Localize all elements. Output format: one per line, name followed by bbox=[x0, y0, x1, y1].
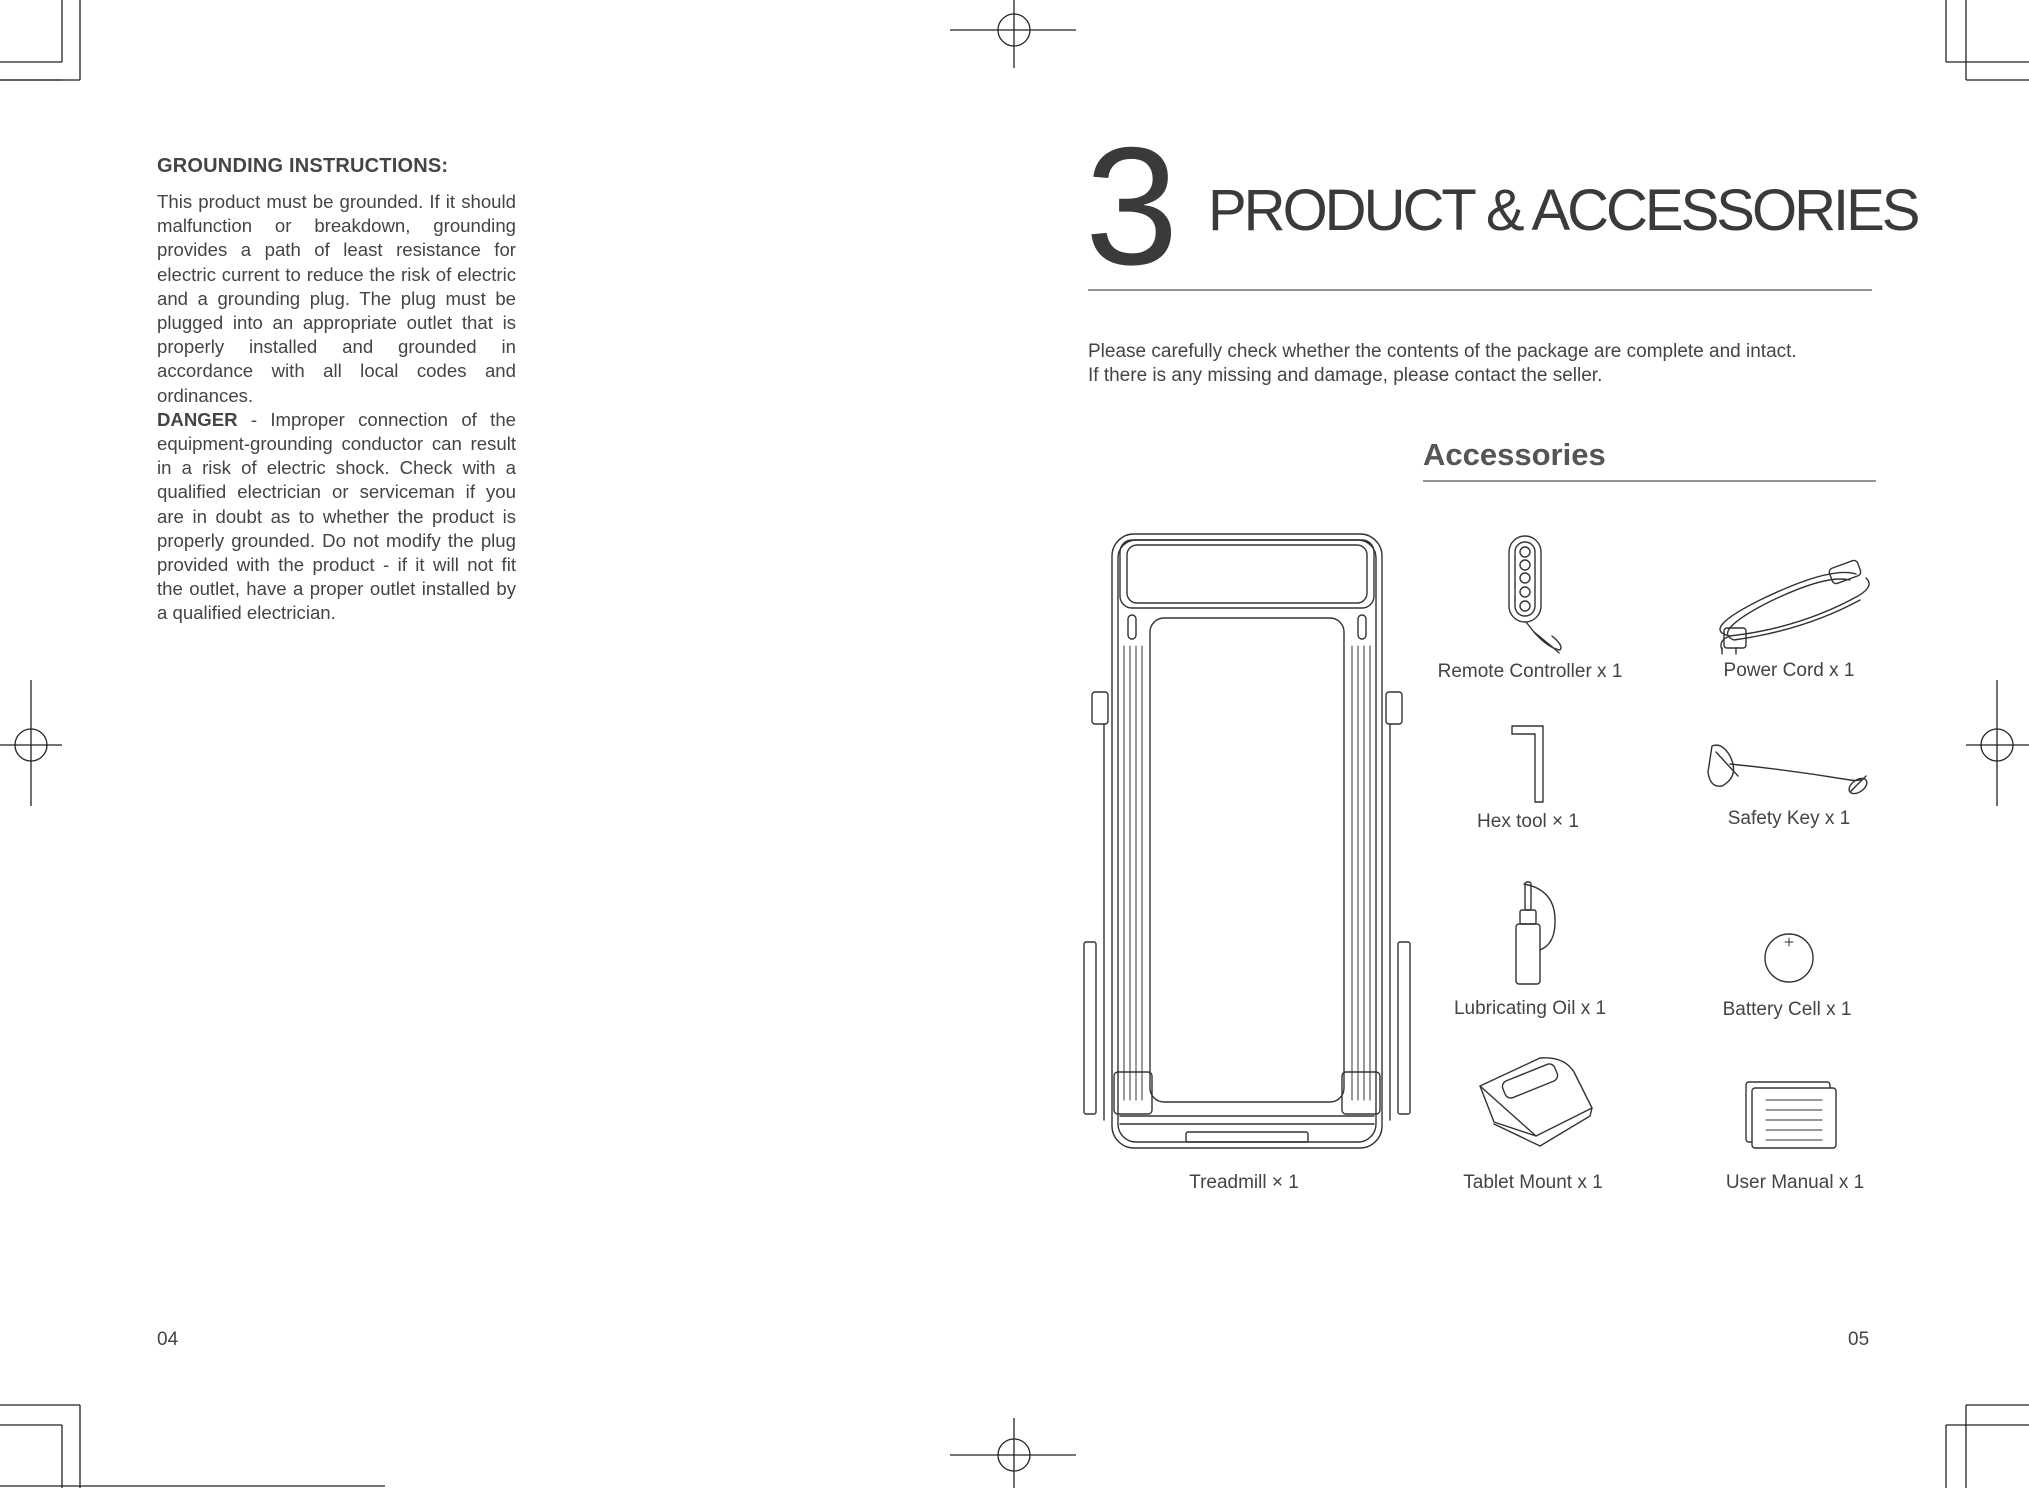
grounding-paragraph: This product must be grounded. If it should malfunction or breakdown, grounding provides a path of least resistance for electric current to reduce the risk of electric and a grounding plug. The plug must be plugged into an appropriate outlet that is properly installed and grounded in accordance with all local codes and ordinances. bbox=[157, 191, 516, 406]
intro-line-2: If there is any missing and damage, please contact the seller. bbox=[1088, 365, 1603, 386]
danger-label: DANGER bbox=[157, 408, 238, 430]
safety-key-icon bbox=[1708, 745, 1870, 797]
danger-text: - Improper connection of the equipment-grounding conductor can result in a risk of electric shock. Check with a qualified electrician or serviceman if you are in doubt as to whether the product is properly grounded. Do not modify the plug provided with the product - if it will not fit the outlet, have a proper outlet installed by a qualified electrician. bbox=[157, 408, 516, 624]
treadmill-icon bbox=[1084, 534, 1410, 1148]
intro-line-1: Please carefully check whether the contents of the package are complete and intact. bbox=[1088, 341, 1797, 362]
battery-cell-icon bbox=[1765, 934, 1813, 982]
grounding-heading: GROUNDING INSTRUCTIONS: bbox=[157, 155, 449, 177]
item-label-treadmill: Treadmill × 1 bbox=[1189, 1172, 1299, 1193]
page-number-right: 05 bbox=[1848, 1329, 1870, 1350]
item-label-remote-controller: Remote Controller x 1 bbox=[1437, 661, 1623, 682]
item-label-safety-key: Safety Key x 1 bbox=[1727, 808, 1851, 829]
tablet-mount-icon bbox=[1480, 1058, 1592, 1146]
item-label-user-manual: User Manual x 1 bbox=[1725, 1172, 1865, 1193]
lubricating-oil-icon bbox=[1516, 882, 1555, 984]
accessories-heading: Accessories bbox=[1423, 437, 1606, 472]
page-number-left: 04 bbox=[157, 1329, 179, 1350]
item-label-battery-cell: Battery Cell x 1 bbox=[1722, 999, 1852, 1020]
item-label-hex-tool: Hex tool × 1 bbox=[1477, 811, 1579, 832]
remote-controller-icon bbox=[1509, 536, 1561, 653]
power-cord-icon bbox=[1720, 559, 1869, 654]
item-label-tablet-mount: Tablet Mount x 1 bbox=[1463, 1172, 1603, 1193]
section-title: PRODUCT & ACCESSORIES bbox=[1208, 178, 1918, 243]
section-number: 3 bbox=[1085, 112, 1179, 300]
item-label-power-cord: Power Cord x 1 bbox=[1723, 660, 1855, 681]
item-label-lubricating-oil: Lubricating Oil x 1 bbox=[1453, 998, 1607, 1019]
hex-tool-icon bbox=[1512, 726, 1543, 802]
user-manual-icon bbox=[1746, 1082, 1836, 1148]
